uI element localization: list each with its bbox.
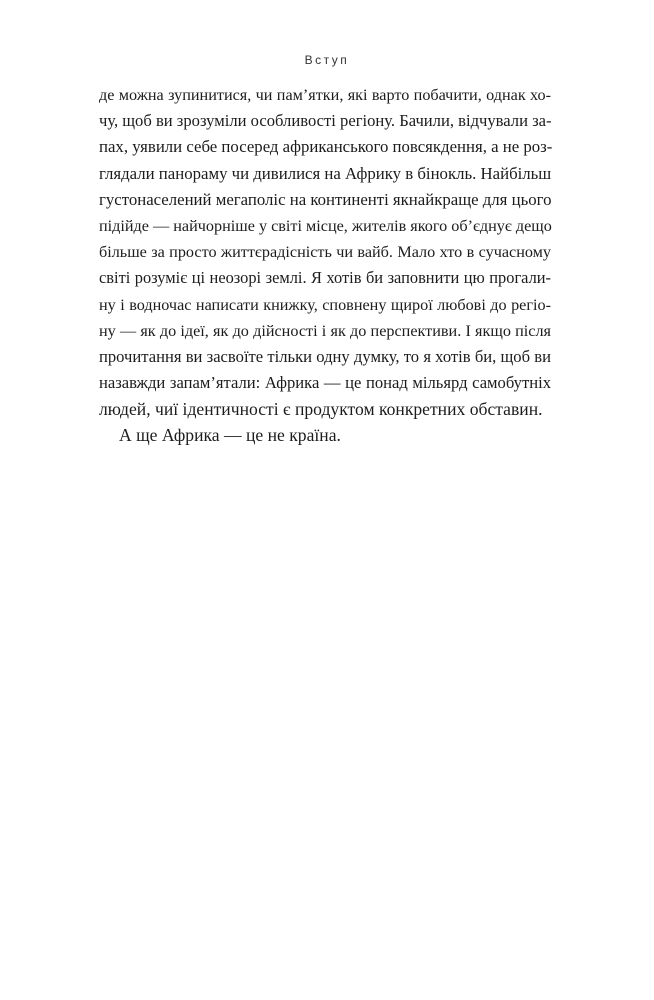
text-line: людей, чиї ідентичності є продуктом конкретних обставин.	[99, 399, 543, 420]
text-line: пах, уявили себе посеред африканського повсякдення, а не роз-	[99, 137, 553, 157]
text-line: прочитання ви засвоїте тільки одну думку, то я хотів би, щоб ви	[99, 346, 551, 366]
text-line: А ще Африка — це не країна.	[119, 425, 341, 446]
text-line: світі розуміє ці неозорі землі. Я хотів би заповнити цю прогали-	[99, 268, 551, 288]
text-line: чу, щоб ви зрозуміли особливості регіону. Бачили, відчували за-	[99, 111, 552, 131]
running-head: Вступ	[304, 53, 350, 67]
paragraph	[99, 422, 551, 448]
text-line: де можна зупинитися, чи пам’ятки, які варто побачити, однак хо-	[99, 86, 551, 104]
body-text	[99, 82, 551, 449]
text-line: більше за просто життєрадісність чи вайб. Мало хто в сучасному	[99, 243, 551, 262]
text-line: назавжди запам’ятали: Африка — це понад мільярд самобутніх	[99, 373, 551, 393]
text-line: ну — як до ідеї, як до дійсності і як до перспективи. І якщо після	[99, 321, 551, 340]
text-line: підійде — найчорніше у світі місце, жителів якого об’єднує дещо	[99, 216, 552, 235]
text-line: ну і водночас написати книжку, сповнену щирої любові до регіо-	[99, 295, 551, 314]
paragraph	[99, 82, 551, 422]
text-line: густонаселений мегаполіс на континенті якнайкраще для цього	[99, 189, 552, 209]
text-line: глядали панораму чи дивилися на Африку в бінокль. Найбільш	[99, 163, 552, 183]
